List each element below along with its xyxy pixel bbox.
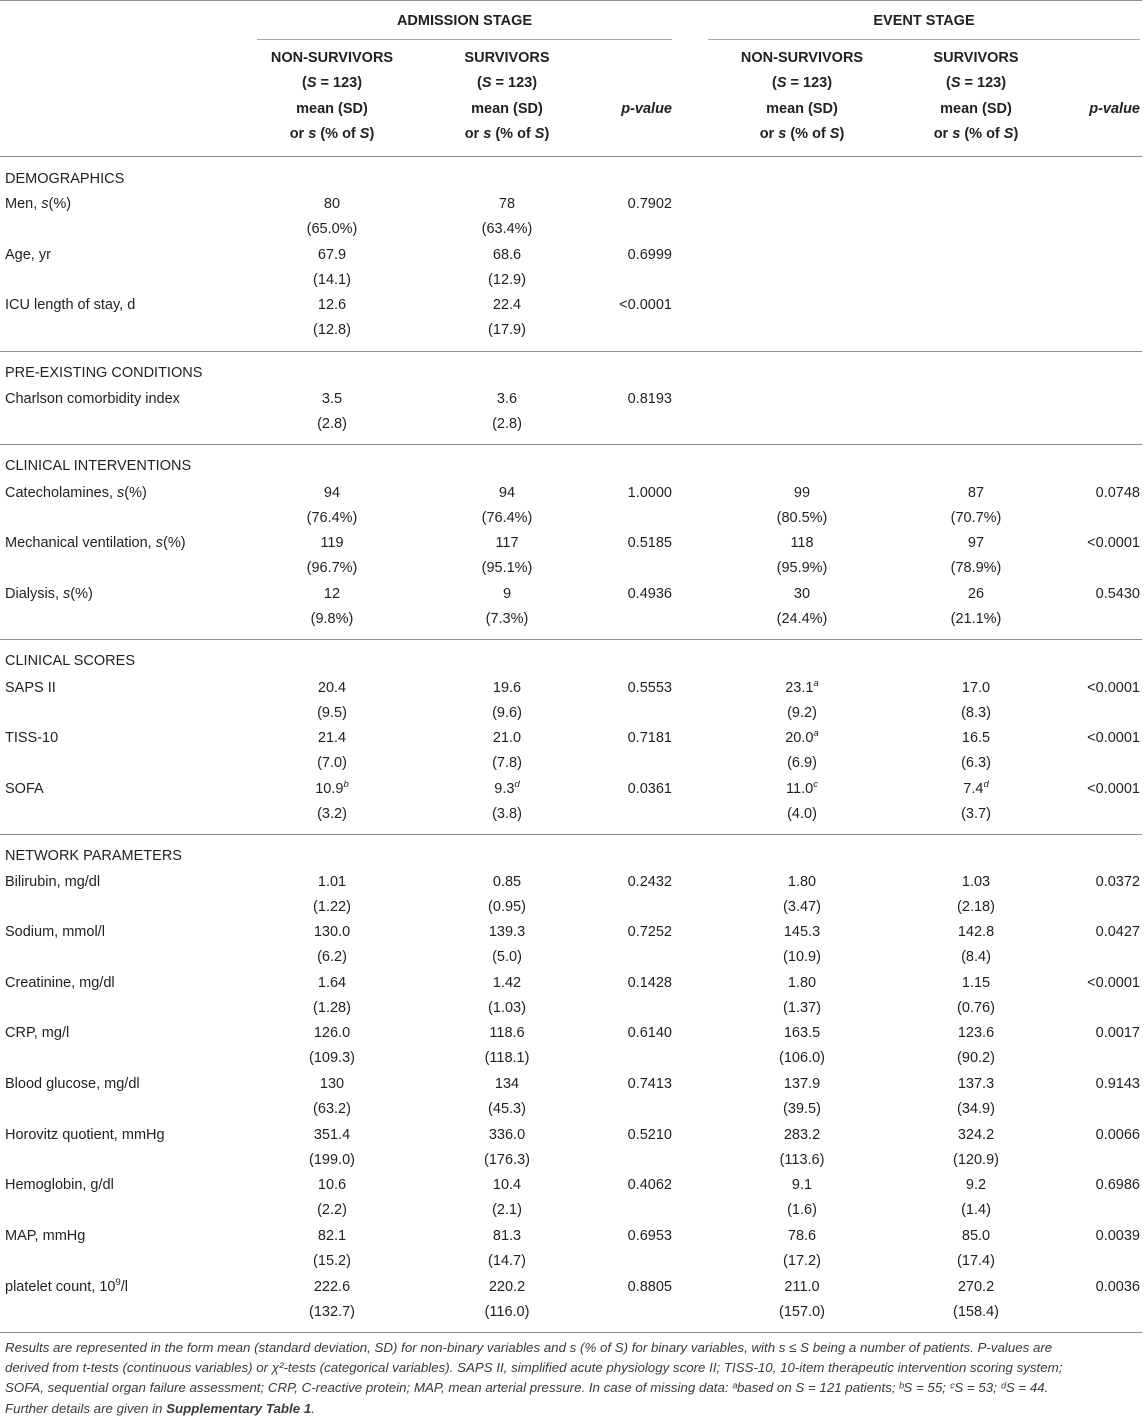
value-e-s: 123.6: [957, 1025, 995, 1041]
value-a-s: 9.3$^d$: [494, 779, 520, 797]
value-e-ns: 30: [793, 586, 811, 602]
sd-a-s: (7.3%): [485, 611, 529, 627]
table-footnote: [5, 1338, 1137, 1419]
value-a-ns: 126.0: [313, 1025, 351, 1041]
table-top-rule: [0, 0, 1142, 1]
footnote-line-1: Results are represented in the form mean (standard deviation, SD) for non-binary variables and s (% of S) for binary variables, with s ≤ S being a number of patients. P-values are: [5, 1340, 1053, 1355]
footnote-prefix: Further details are given in: [5, 1400, 163, 1416]
header-line: (S = 123): [771, 75, 833, 92]
value-a-s: 81.3: [492, 1228, 522, 1244]
value-e-s: 1.03: [961, 874, 991, 890]
sd-e-s: (17.4): [957, 1253, 995, 1269]
p-value-e: <0.0001: [1087, 535, 1140, 551]
value-a-s: 9: [502, 586, 512, 602]
section-title: CLINICAL SCORES: [5, 653, 135, 669]
p-value-e: 0.0748: [1095, 485, 1140, 501]
value-e-s: 87: [967, 485, 985, 501]
admission-stage-heading: ADMISSION STAGE: [396, 13, 533, 29]
footnote-line-4: [5, 1399, 1137, 1419]
sd-e-ns: (157.0): [779, 1304, 825, 1320]
header-line: mean (SD): [940, 100, 1012, 117]
sd-a-s: (63.4%): [481, 221, 533, 237]
sd-a-ns: (132.7): [309, 1304, 355, 1320]
value-e-ns: 9.1: [791, 1177, 813, 1193]
row-label: Charlson comorbidity index: [5, 391, 180, 407]
header-line: or s (% of S): [289, 125, 375, 142]
value-e-s: 137.3: [957, 1076, 995, 1092]
sd-a-s: (95.1%): [481, 560, 533, 576]
p-value-e: <0.0001: [1087, 680, 1140, 696]
sd-a-s: (0.95): [488, 899, 526, 915]
p-value-e: <0.0001: [1087, 730, 1140, 746]
section-title: DEMOGRAPHICS: [5, 171, 125, 187]
sd-a-ns: (2.2): [317, 1202, 347, 1218]
value-a-s: 118.6: [489, 1025, 525, 1041]
event-stage-heading: EVENT STAGE: [873, 13, 975, 29]
sd-a-ns: (199.0): [309, 1152, 355, 1168]
value-e-s: 324.2: [957, 1127, 995, 1143]
sd-a-ns: (9.8%): [310, 611, 354, 627]
p-value-a: <0.0001: [619, 297, 672, 313]
p-value-a: 0.7413: [627, 1076, 672, 1092]
value-e-s: 270.2: [957, 1279, 995, 1295]
sd-a-s: (5.0): [492, 949, 522, 965]
value-a-s: 94: [498, 485, 516, 501]
value-e-s: 1.15: [961, 975, 991, 991]
value-a-ns: 21.4: [317, 730, 347, 746]
value-e-ns: 23.1$^a$: [785, 678, 819, 696]
p-value-a: 0.7252: [627, 924, 672, 940]
p-value-e: <0.0001: [1087, 781, 1140, 797]
sd-a-s: (12.9): [488, 272, 526, 288]
value-a-ns: 94: [323, 485, 341, 501]
section-title: NETWORK PARAMETERS: [5, 848, 182, 864]
value-a-ns: 130.0: [313, 924, 351, 940]
p-value-a: 0.0361: [627, 781, 672, 797]
value-e-s: 16.5: [961, 730, 991, 746]
sd-e-s: (90.2): [957, 1050, 995, 1066]
sd-a-s: (7.8): [492, 755, 522, 771]
sd-a-ns: (9.5): [317, 705, 347, 721]
sd-a-s: (2.1): [492, 1202, 522, 1218]
p-value-a: 0.1428: [627, 975, 672, 991]
value-a-ns: 12: [323, 586, 341, 602]
sd-e-ns: (95.9%): [776, 560, 828, 576]
value-a-ns: 1.01: [317, 874, 347, 890]
sd-a-ns: (96.7%): [306, 560, 358, 576]
value-a-ns: 119: [320, 535, 344, 551]
value-e-ns: 137.9: [783, 1076, 821, 1092]
row-label: Blood glucose, mg/dl: [5, 1076, 140, 1092]
section-title: PRE-EXISTING CONDITIONS: [5, 365, 203, 381]
value-a-ns: 82.1: [317, 1228, 347, 1244]
sd-a-s: (3.8): [492, 806, 522, 822]
row-label: Horovitz quotient, mmHg: [5, 1127, 165, 1143]
value-a-s: 22.4: [492, 297, 522, 313]
sd-a-ns: (15.2): [313, 1253, 351, 1269]
value-e-ns: 11.0$^c$: [786, 779, 818, 797]
sd-a-ns: (63.2): [313, 1101, 351, 1117]
header-line: or s (% of S): [759, 125, 845, 142]
sd-e-ns: (106.0): [779, 1050, 825, 1066]
p-value-a: 0.8805: [627, 1279, 672, 1295]
value-e-s: 26: [967, 586, 985, 602]
row-label: Bilirubin, mg/dl: [5, 874, 101, 890]
sd-e-ns: (6.9): [787, 755, 817, 771]
event-stage-rule: [708, 39, 1140, 40]
admission-non-survivors-header: [247, 46, 417, 147]
section-divider: [0, 834, 1142, 835]
sd-a-ns: (65.0%): [306, 221, 358, 237]
value-e-ns: 163.5: [783, 1025, 821, 1041]
sd-e-s: (78.9%): [950, 560, 1002, 576]
row-label: Hemoglobin, g/dl: [5, 1177, 114, 1193]
value-e-ns: 78.6: [787, 1228, 817, 1244]
value-a-ns: 10.6: [317, 1177, 347, 1193]
sd-e-s: (0.76): [957, 1000, 995, 1016]
event-p-value-header: p-value: [1089, 101, 1140, 117]
sd-a-s: (76.4%): [481, 510, 533, 526]
value-a-ns: 80: [323, 196, 341, 212]
footnote-line-2: derived from t-tests (continuous variables) or χ²-tests (categorical variables). SAPS II, simplified acute physiology score II; TISS-10, 10-item therapeutic intervention scoring system;: [5, 1360, 1063, 1376]
header-line: (S = 123): [945, 75, 1007, 92]
sd-e-ns: (1.37): [783, 1000, 821, 1016]
sd-e-ns: (17.2): [783, 1253, 821, 1269]
value-e-s: 9.2: [965, 1177, 987, 1193]
p-value-a: 0.4936: [627, 586, 672, 602]
header-line: or s (% of S): [933, 125, 1019, 142]
event-survivors-header: [901, 46, 1051, 147]
p-value-a: 0.5210: [627, 1127, 672, 1143]
row-label: TISS-10: [5, 730, 59, 746]
sd-e-s: (70.7%): [950, 510, 1002, 526]
row-label: Dialysis, s(%): [5, 586, 93, 602]
value-a-s: 0.85: [492, 874, 522, 890]
p-value-a: 0.7902: [627, 196, 672, 212]
header-line: SURVIVORS: [464, 50, 550, 66]
value-e-s: 7.4$^d$: [963, 779, 989, 797]
sd-e-s: (8.3): [961, 705, 991, 721]
p-value-a: 0.7181: [627, 730, 672, 746]
value-a-s: 78: [498, 196, 516, 212]
row-label: CRP, mg/l: [5, 1025, 70, 1041]
supplementary-table-link[interactable]: Supplementary Table 1: [166, 1400, 312, 1416]
value-e-ns: 99: [793, 485, 811, 501]
p-value-a: 0.4062: [627, 1177, 672, 1193]
value-e-s: 17.0: [961, 680, 991, 696]
p-value-e: 0.0066: [1095, 1127, 1140, 1143]
section-title: CLINICAL INTERVENTIONS: [5, 458, 192, 474]
p-value-e: 0.6986: [1095, 1177, 1140, 1193]
sd-e-ns: (39.5): [783, 1101, 821, 1117]
header-line: mean (SD): [766, 100, 838, 117]
p-value-a: 0.5553: [627, 680, 672, 696]
sd-a-ns: (109.3): [309, 1050, 355, 1066]
sd-e-s: (21.1%): [950, 611, 1002, 627]
value-a-s: 139.3: [488, 924, 526, 940]
admission-p-value-header: p-value: [621, 101, 672, 117]
sd-e-ns: (3.47): [783, 899, 821, 915]
value-e-ns: 118: [790, 535, 814, 551]
value-e-ns: 20.0$^a$: [785, 728, 819, 746]
p-value-a: 0.6140: [627, 1025, 672, 1041]
row-label: Men, s(%): [5, 196, 72, 212]
value-a-s: 220.2: [488, 1279, 526, 1295]
value-a-s: 336.0: [488, 1127, 526, 1143]
sd-a-ns: (14.1): [313, 272, 351, 288]
value-a-ns: 222.6: [313, 1279, 351, 1295]
value-e-ns: 1.80: [787, 874, 817, 890]
p-value-e: 0.0372: [1095, 874, 1140, 890]
sd-a-s: (14.7): [488, 1253, 526, 1269]
p-value-a: 0.5185: [627, 535, 672, 551]
sd-a-s: (176.3): [484, 1152, 530, 1168]
value-a-ns: 1.64: [317, 975, 347, 991]
value-a-ns: 67.9: [317, 247, 347, 263]
section-divider: [0, 351, 1142, 352]
sd-e-s: (34.9): [957, 1101, 995, 1117]
header-line: (S = 123): [301, 75, 363, 92]
p-value-e: 0.0036: [1095, 1279, 1140, 1295]
sd-a-s: (17.9): [488, 322, 526, 338]
value-a-ns: 12.6: [317, 297, 347, 313]
sd-e-s: (120.9): [953, 1152, 999, 1168]
p-value-a: 1.0000: [627, 485, 672, 501]
p-value-e: 0.5430: [1095, 586, 1140, 602]
value-e-ns: 211.0: [784, 1279, 820, 1295]
header-line: NON-SURVIVORS: [740, 50, 864, 66]
sd-a-ns: (12.8): [313, 322, 351, 338]
sd-e-s: (2.18): [957, 899, 995, 915]
sd-a-s: (2.8): [492, 416, 522, 432]
value-a-s: 3.6: [496, 391, 518, 407]
value-e-s: 97: [967, 535, 985, 551]
row-label: platelet count, $10^9/l$: [5, 1277, 128, 1295]
p-value-e: 0.0427: [1095, 924, 1140, 940]
sd-e-ns: (9.2): [787, 705, 817, 721]
sd-a-ns: (7.0): [317, 755, 347, 771]
row-label: SAPS II: [5, 680, 56, 696]
row-label: Mechanical ventilation, s(%): [5, 535, 186, 551]
value-e-s: 85.0: [961, 1228, 991, 1244]
footnote-suffix: .: [311, 1400, 315, 1416]
value-e-ns: 283.2: [783, 1127, 821, 1143]
p-value-a: 0.8193: [627, 391, 672, 407]
sd-a-ns: (1.22): [313, 899, 351, 915]
admission-survivors-header: [432, 46, 582, 147]
p-value-e: 0.0017: [1095, 1025, 1140, 1041]
sd-e-s: (8.4): [961, 949, 991, 965]
value-e-s: 142.8: [957, 924, 995, 940]
sd-a-s: (45.3): [488, 1101, 526, 1117]
row-label: SOFA: [5, 781, 44, 797]
sd-a-ns: (2.8): [317, 416, 347, 432]
sd-e-ns: (113.6): [779, 1152, 825, 1168]
value-a-s: 19.6: [492, 680, 522, 696]
p-value-a: 0.6999: [627, 247, 672, 263]
sd-a-ns: (1.28): [313, 1000, 351, 1016]
section-divider: [0, 639, 1142, 640]
section-divider: [0, 1332, 1142, 1333]
sd-e-ns: (4.0): [787, 806, 817, 822]
p-value-a: 0.6953: [627, 1228, 672, 1244]
value-a-ns: 351.4: [313, 1127, 351, 1143]
value-a-ns: 10.9$^b$: [315, 779, 349, 797]
sd-e-ns: (1.6): [787, 1202, 817, 1218]
header-bottom-rule: [0, 156, 1142, 157]
p-value-a: 0.2432: [627, 874, 672, 890]
row-label: Catecholamines, s(%): [5, 485, 147, 501]
admission-stage-rule: [257, 39, 672, 40]
value-a-s: 134: [494, 1076, 520, 1092]
header-line: mean (SD): [296, 100, 368, 117]
p-value-e: 0.9143: [1095, 1076, 1140, 1092]
value-e-ns: 1.80: [787, 975, 817, 991]
value-a-s: 1.42: [492, 975, 522, 991]
sd-a-s: (116.0): [484, 1304, 530, 1320]
sd-a-ns: (76.4%): [306, 510, 358, 526]
section-divider: [0, 444, 1142, 445]
value-a-ns: 3.5: [321, 391, 343, 407]
header-line: NON-SURVIVORS: [270, 50, 394, 66]
p-value-e: 0.0039: [1095, 1228, 1140, 1244]
event-non-survivors-header: [717, 46, 887, 147]
header-line: (S = 123): [476, 75, 538, 92]
sd-a-s: (118.1): [484, 1050, 530, 1066]
value-a-s: 68.6: [492, 247, 522, 263]
value-a-s: 117: [495, 535, 519, 551]
value-a-ns: 20.4: [317, 680, 347, 696]
sd-e-s: (1.4): [961, 1202, 991, 1218]
footnote-line-3: SOFA, sequential organ failure assessment; CRP, C-reactive protein; MAP, mean arterial pressure. In case of missing data: ᵃbased on S = 121 patients; ᵇS = 55; ᶜS = 53; ᵈS = 44.: [5, 1380, 1049, 1396]
sd-a-s: (1.03): [488, 1000, 526, 1016]
sd-e-s: (158.4): [953, 1304, 999, 1320]
sd-e-ns: (80.5%): [776, 510, 828, 526]
sd-a-ns: (3.2): [317, 806, 347, 822]
row-label: MAP, mmHg: [5, 1228, 86, 1244]
value-a-s: 10.4: [492, 1177, 522, 1193]
header-line: or s (% of S): [464, 125, 550, 142]
sd-e-ns: (10.9): [783, 949, 821, 965]
row-label: Age, yr: [5, 247, 51, 263]
value-a-s: 21.0: [492, 730, 522, 746]
header-line: mean (SD): [471, 100, 543, 117]
sd-e-s: (3.7): [961, 806, 991, 822]
sd-a-s: (9.6): [492, 705, 522, 721]
p-value-e: <0.0001: [1087, 975, 1140, 991]
value-a-ns: 130: [319, 1076, 345, 1092]
sd-a-ns: (6.2): [317, 949, 347, 965]
row-label: Sodium, mmol/l: [5, 924, 105, 940]
value-e-ns: 145.3: [783, 924, 821, 940]
sd-e-ns: (24.4%): [776, 611, 828, 627]
header-line: SURVIVORS: [933, 50, 1019, 66]
sd-e-s: (6.3): [961, 755, 991, 771]
row-label: Creatinine, mg/dl: [5, 975, 115, 991]
row-label: ICU length of stay, d: [5, 297, 136, 313]
